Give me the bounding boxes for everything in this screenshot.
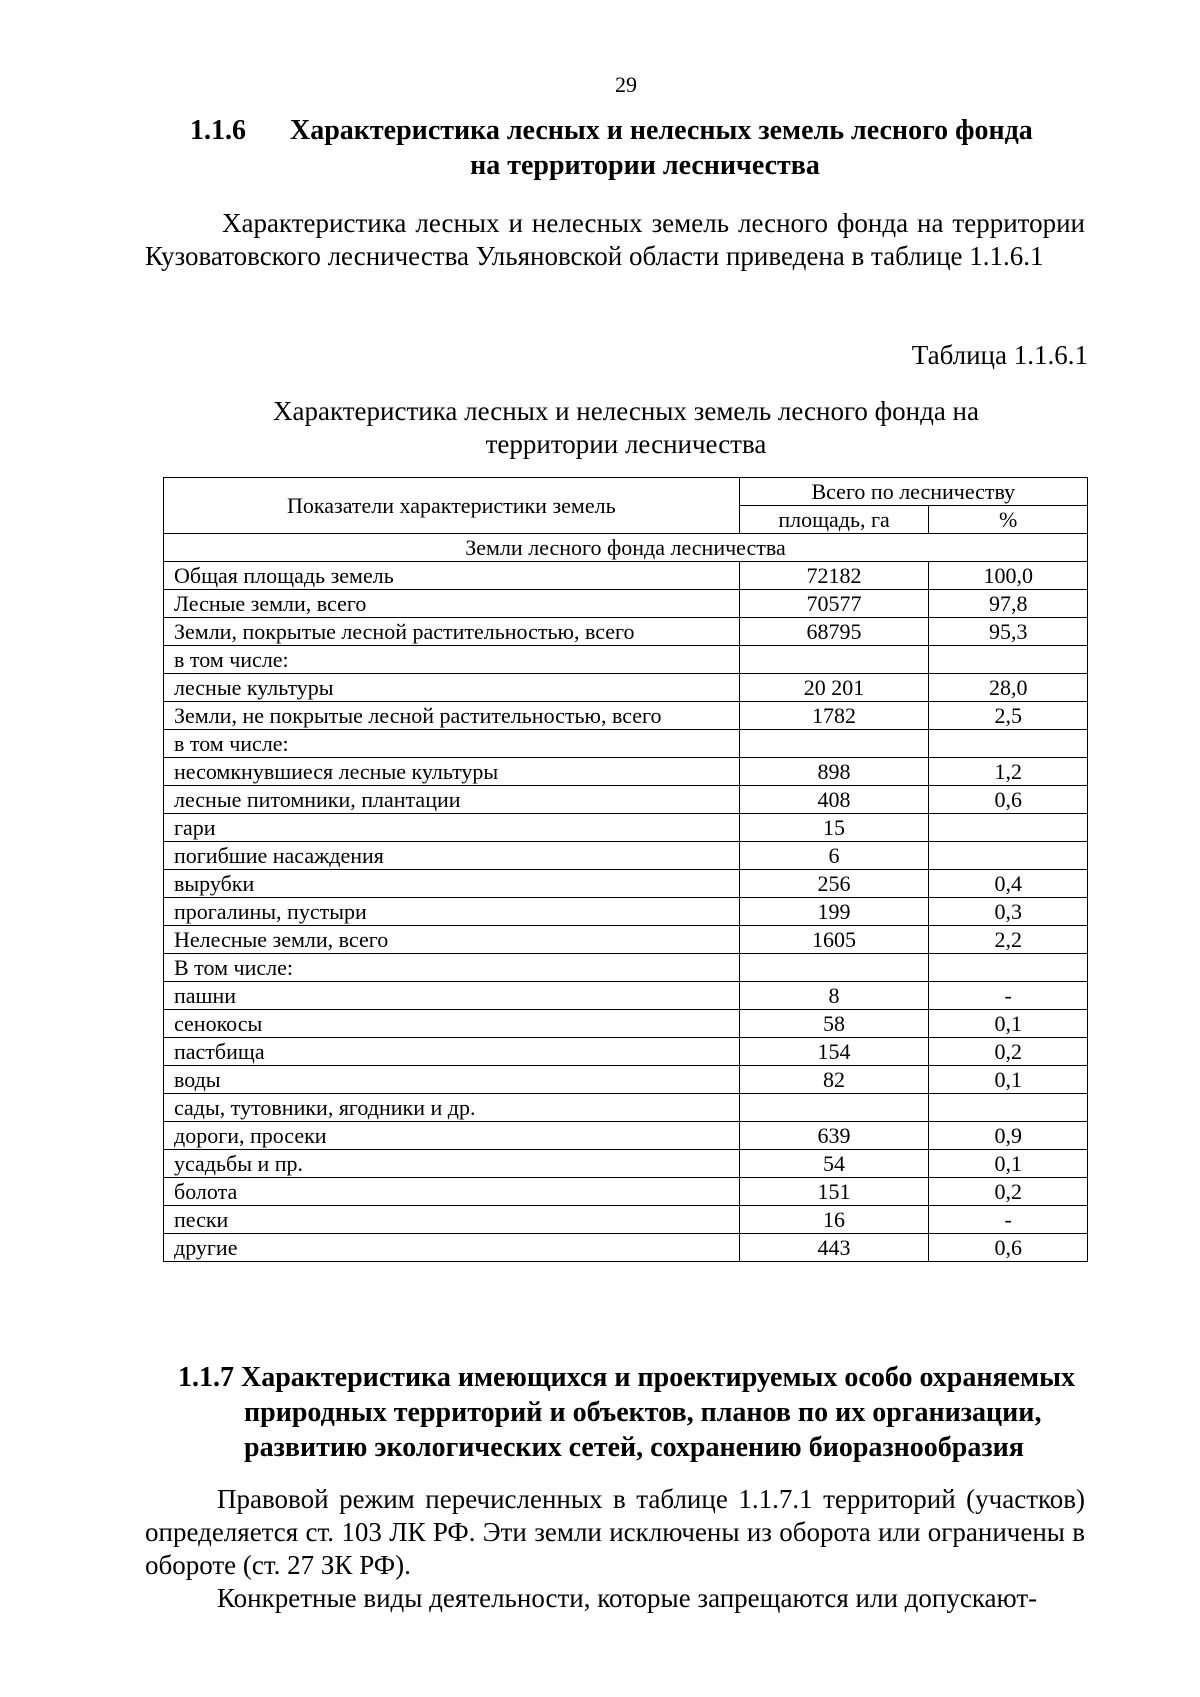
row-percent-cell: [929, 1094, 1088, 1122]
row-area-cell: 256: [739, 870, 929, 898]
table-row: [164, 1234, 1088, 1262]
row-area-cell: 6: [739, 842, 929, 870]
row-percent-cell: [929, 842, 1088, 870]
table-row: [164, 954, 1088, 982]
row-percent-cell: 0,4: [929, 870, 1088, 898]
row-name-cell: пашни: [164, 982, 740, 1010]
row-name-cell: сенокосы: [164, 1010, 740, 1038]
table-row: [164, 674, 1088, 702]
table-header-row: [164, 478, 1088, 506]
row-area-cell: 8: [739, 982, 929, 1010]
row-area-cell: 1605: [739, 926, 929, 954]
land-characteristics-table: [163, 477, 1088, 1262]
row-percent-cell: 97,8: [929, 590, 1088, 618]
table-row: [164, 1094, 1088, 1122]
row-name-cell: другие: [164, 1234, 740, 1262]
activities-text: Конкретные виды деятельности, которые запрещаются или допускают-: [217, 1583, 1038, 1613]
row-area-cell: 16: [739, 1206, 929, 1234]
table-row: [164, 814, 1088, 842]
row-percent-cell: 28,0: [929, 674, 1088, 702]
row-area-cell: [739, 954, 929, 982]
table-row: [164, 1066, 1088, 1094]
table-row: [164, 1010, 1088, 1038]
row-area-cell: 154: [739, 1038, 929, 1066]
row-percent-cell: 0,1: [929, 1010, 1088, 1038]
row-percent-cell: 0,2: [929, 1038, 1088, 1066]
table-row: [164, 1178, 1088, 1206]
row-name-cell: Земли, покрытые лесной растительностью, всего: [164, 618, 740, 646]
row-percent-cell: [929, 954, 1088, 982]
row-area-cell: 443: [739, 1234, 929, 1262]
row-name-cell: Лесные земли, всего: [164, 590, 740, 618]
row-name-cell: в том числе:: [164, 730, 740, 758]
table-row: [164, 870, 1088, 898]
row-percent-cell: 0,3: [929, 898, 1088, 926]
row-area-cell: [739, 646, 929, 674]
row-percent-cell: 0,6: [929, 786, 1088, 814]
legal-text: Правовой режим перечисленных в таблице 1.1.7.1 территорий (участков) определяется ст. 103 ЛК РФ. Эти земли исключены из оборота или ограничены в обороте (ст. 27 ЗК РФ).: [145, 1484, 1085, 1580]
section-row-label: Земли лесного фонда лесничества: [164, 534, 1088, 562]
row-name-cell: сады, тутовники, ягодники и др.: [164, 1094, 740, 1122]
row-percent-cell: [929, 646, 1088, 674]
row-name-cell: лесные культуры: [164, 674, 740, 702]
table-row: [164, 926, 1088, 954]
row-name-cell: Общая площадь земель: [164, 562, 740, 590]
table-row: [164, 1122, 1088, 1150]
table-row: [164, 562, 1088, 590]
row-area-cell: [739, 1094, 929, 1122]
row-area-cell: 151: [739, 1178, 929, 1206]
row-name-cell: прогалины, пустыри: [164, 898, 740, 926]
table-label: Таблица 1.1.6.1: [911, 340, 1088, 370]
row-percent-cell: [929, 814, 1088, 842]
section-heading-1-1-7: [178, 1360, 1078, 1465]
table-caption: [0, 395, 1200, 461]
row-name-cell: погибшие насаждения: [164, 842, 740, 870]
row-name-cell: в том числе:: [164, 646, 740, 674]
section2-title-line-3: развитию экологических сетей, сохранению биоразнообразия: [244, 1432, 1024, 1463]
row-area-cell: 72182: [739, 562, 929, 590]
intro-paragraph: [145, 207, 1085, 273]
table-row: [164, 1206, 1088, 1234]
row-name-cell: несомкнувшиеся лесные культуры: [164, 758, 740, 786]
row-percent-cell: 95,3: [929, 618, 1088, 646]
row-name-cell: Нелесные земли, всего: [164, 926, 740, 954]
row-percent-cell: 0,6: [929, 1234, 1088, 1262]
row-area-cell: 408: [739, 786, 929, 814]
row-percent-cell: -: [929, 1206, 1088, 1234]
table-body: [164, 534, 1088, 1262]
row-name-cell: лесные питомники, плантации: [164, 786, 740, 814]
row-percent-cell: 100,0: [929, 562, 1088, 590]
row-area-cell: 15: [739, 814, 929, 842]
row-percent-cell: -: [929, 982, 1088, 1010]
table-row: [164, 590, 1088, 618]
table-row: [164, 1150, 1088, 1178]
row-area-cell: 1782: [739, 702, 929, 730]
table-row: [164, 1038, 1088, 1066]
row-name-cell: воды: [164, 1066, 740, 1094]
row-area-cell: 20 201: [739, 674, 929, 702]
row-name-cell: болота: [164, 1178, 740, 1206]
section-number: 1.1.6: [190, 115, 246, 146]
section2-title-line-1: 1.1.7 Характеристика имеющихся и проектируемых особо охраняемых: [178, 1362, 1075, 1393]
row-area-cell: 82: [739, 1066, 929, 1094]
table-row: [164, 702, 1088, 730]
row-name-cell: усадьбы и пр.: [164, 1150, 740, 1178]
row-name-cell: вырубки: [164, 870, 740, 898]
table-row: [164, 730, 1088, 758]
table-row: [164, 786, 1088, 814]
row-area-cell: 199: [739, 898, 929, 926]
legal-paragraph: [145, 1483, 1085, 1615]
row-name-cell: пастбища: [164, 1038, 740, 1066]
section2-title-line-2: природных территорий и объектов, планов по их организации,: [244, 1397, 1042, 1428]
table-row: [164, 898, 1088, 926]
header-percent: %: [929, 506, 1088, 534]
row-percent-cell: 2,5: [929, 702, 1088, 730]
table-row: [164, 758, 1088, 786]
table-row: [164, 646, 1088, 674]
row-name-cell: дороги, просеки: [164, 1122, 740, 1150]
intro-text: Характеристика лесных и нелесных земель лесного фонда на территории Кузоватовского лесничества Ульяновской области приведена в таблице 1.1.6.1: [145, 208, 1085, 271]
table-section-row: [164, 534, 1088, 562]
row-percent-cell: 0,9: [929, 1122, 1088, 1150]
table-row: [164, 618, 1088, 646]
row-name-cell: Земли, не покрытые лесной растительностью, всего: [164, 702, 740, 730]
row-name-cell: гари: [164, 814, 740, 842]
row-area-cell: 639: [739, 1122, 929, 1150]
header-indicator: Показатели характеристики земель: [164, 478, 740, 534]
row-area-cell: [739, 730, 929, 758]
page-number: 29: [615, 72, 637, 97]
row-area-cell: 70577: [739, 590, 929, 618]
table-row: [164, 982, 1088, 1010]
header-total: Всего по лесничеству: [739, 478, 1087, 506]
row-percent-cell: [929, 730, 1088, 758]
section-title-line-2: на территории лесничества: [470, 150, 820, 181]
row-name-cell: В том числе:: [164, 954, 740, 982]
header-area: площадь, га: [739, 506, 929, 534]
section-title-line-1: Характеристика лесных и нелесных земель лесного фонда: [290, 115, 1033, 146]
row-percent-cell: 2,2: [929, 926, 1088, 954]
row-percent-cell: 0,1: [929, 1150, 1088, 1178]
row-area-cell: 58: [739, 1010, 929, 1038]
row-area-cell: 898: [739, 758, 929, 786]
row-percent-cell: 0,2: [929, 1178, 1088, 1206]
table-row: [164, 842, 1088, 870]
row-percent-cell: 0,1: [929, 1066, 1088, 1094]
table-caption-text: Характеристика лесных и нелесных земель лесного фонда на территории лесничества: [273, 396, 979, 459]
row-area-cell: 54: [739, 1150, 929, 1178]
row-area-cell: 68795: [739, 618, 929, 646]
row-name-cell: пески: [164, 1206, 740, 1234]
row-percent-cell: 1,2: [929, 758, 1088, 786]
